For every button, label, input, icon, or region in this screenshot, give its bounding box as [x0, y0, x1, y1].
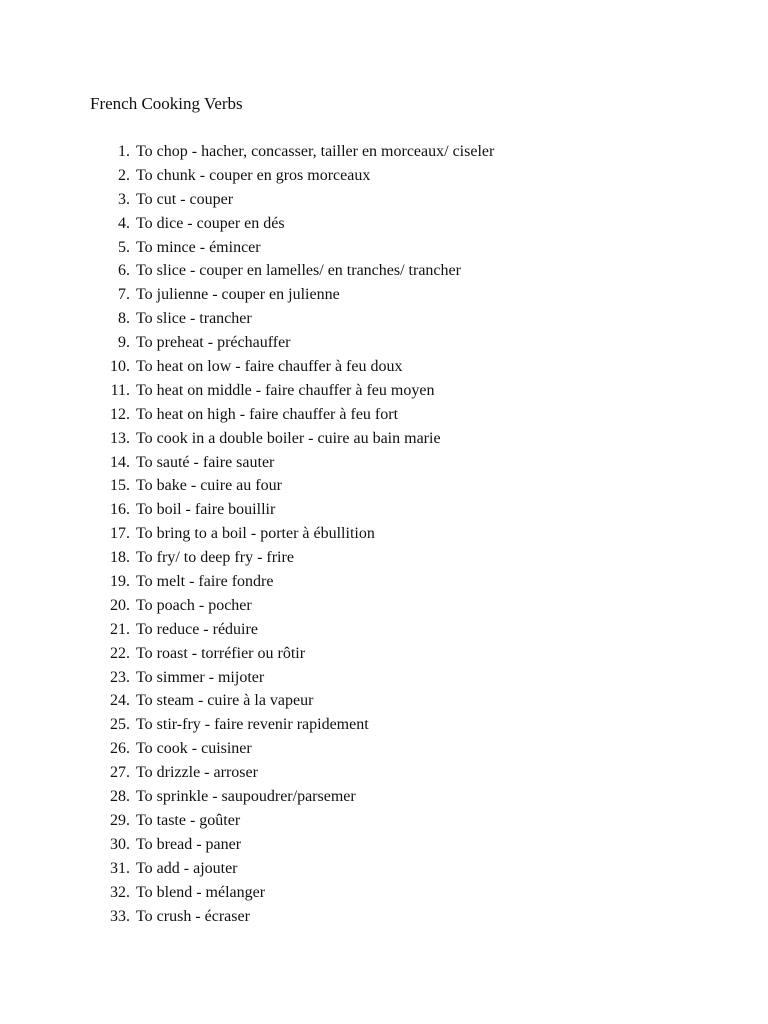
list-item	[0, 762, 768, 786]
list-item-text: To dice - couper en dés	[136, 214, 285, 232]
list-item-number: 14.	[110, 453, 130, 471]
list-item	[0, 260, 768, 284]
list-item-number: 6.	[118, 262, 130, 280]
list-item	[0, 141, 768, 165]
list-item-number: 10.	[110, 358, 130, 376]
list-item-number: 28.	[110, 788, 130, 806]
list-item	[0, 356, 768, 380]
list-item-number: 17.	[110, 525, 130, 543]
list-item	[0, 547, 768, 571]
list-item-number: 12.	[110, 405, 130, 423]
list-item-text: To cook in a double boiler - cuire au bain marie	[136, 429, 441, 447]
list-item-text: To drizzle - arroser	[136, 764, 258, 782]
list-item-text: To cook - cuisiner	[136, 740, 252, 758]
list-item-text: To slice - trancher	[136, 310, 252, 328]
list-item	[0, 619, 768, 643]
list-item	[0, 882, 768, 906]
list-item	[0, 428, 768, 452]
list-item-number: 19.	[110, 573, 130, 591]
list-item-number: 23.	[110, 668, 130, 686]
list-item-text: To heat on middle - faire chauffer à feu moyen	[136, 381, 435, 399]
list-item	[0, 834, 768, 858]
list-item	[0, 906, 768, 930]
list-item	[0, 213, 768, 237]
list-item-text: To stir-fry - faire revenir rapidement	[136, 716, 369, 734]
list-item-text: To blend - mélanger	[136, 883, 266, 901]
list-item-text: To chunk - couper en gros morceaux	[136, 166, 371, 184]
list-item-number: 30.	[110, 835, 130, 853]
list-item	[0, 690, 768, 714]
list-item	[0, 810, 768, 834]
list-item-number: 21.	[110, 620, 130, 638]
list-item-number: 20.	[110, 596, 130, 614]
document-title: French Cooking Verbs	[90, 94, 243, 113]
list-item-text: To heat on high - faire chauffer à feu fort	[136, 405, 399, 423]
list-item-number: 18.	[110, 549, 130, 567]
list-item-text: To add - ajouter	[136, 859, 238, 877]
list-item-number: 11.	[110, 381, 130, 399]
list-item	[0, 452, 768, 476]
list-item-text: To cut - couper	[136, 190, 234, 208]
list-item-number: 8.	[118, 310, 130, 328]
list-item-text: To julienne - couper en julienne	[136, 286, 340, 304]
list-item-text: To sprinkle - saupoudrer/parsemer	[136, 788, 356, 806]
list-item-text: To fry/ to deep fry - frire	[136, 549, 294, 567]
list-item	[0, 380, 768, 404]
list-item	[0, 643, 768, 667]
list-item-number: 1.	[118, 143, 130, 160]
list-item-text: To melt - faire fondre	[136, 573, 274, 591]
list-item-number: 9.	[118, 334, 130, 352]
list-item	[0, 189, 768, 213]
list-item	[0, 165, 768, 189]
list-item-text: To slice - couper en lamelles/ en tranches/ trancher	[136, 262, 461, 280]
list-item-text: To preheat - préchauffer	[136, 334, 291, 352]
list-item-number: 24.	[110, 692, 130, 710]
list-item-number: 32.	[110, 883, 130, 901]
list-item-number: 27.	[110, 764, 130, 782]
list-item	[0, 404, 768, 428]
list-item-text: To roast - torréfier ou rôtir	[136, 644, 306, 662]
list-item-text: To boil - faire bouillir	[136, 501, 276, 519]
list-item-number: 22.	[110, 644, 130, 662]
list-item-text: To crush - écraser	[136, 907, 250, 925]
list-item	[0, 595, 768, 619]
list-item	[0, 499, 768, 523]
list-item-number: 33.	[110, 907, 130, 925]
list-item-text: To reduce - réduire	[136, 620, 258, 638]
list-item-text: To mince - émincer	[136, 238, 261, 256]
list-item-text: To steam - cuire à la vapeur	[136, 692, 314, 710]
list-item-text: To heat on low - faire chauffer à feu doux	[136, 358, 403, 376]
list-item	[0, 332, 768, 356]
list-item-text: To chop - hacher, concasser, tailler en morceaux/ ciseler	[136, 143, 495, 160]
list-item	[0, 667, 768, 691]
list-item	[0, 858, 768, 882]
list-item	[0, 571, 768, 595]
list-item	[0, 738, 768, 762]
list-item	[0, 308, 768, 332]
list-item-number: 26.	[110, 740, 130, 758]
list-item	[0, 714, 768, 738]
list-item	[0, 475, 768, 499]
list-item-number: 16.	[110, 501, 130, 519]
list-item-text: To simmer - mijoter	[136, 668, 265, 686]
list-item-number: 31.	[110, 859, 130, 877]
list-item-number: 2.	[118, 166, 130, 184]
list-item-number: 25.	[110, 716, 130, 734]
list-item	[0, 284, 768, 308]
list-item	[0, 786, 768, 810]
list-item-number: 5.	[118, 238, 130, 256]
list-item-text: To bake - cuire au four	[136, 477, 282, 495]
verb-list	[0, 141, 768, 929]
list-item-text: To bring to a boil - porter à ébullition	[136, 525, 375, 543]
list-item-number: 13.	[110, 429, 130, 447]
list-item-text: To taste - goûter	[136, 811, 241, 829]
list-item-text: To bread - paner	[136, 835, 242, 853]
list-item-number: 29.	[110, 811, 130, 829]
list-item-text: To poach - pocher	[136, 596, 252, 614]
list-item	[0, 523, 768, 547]
list-item-number: 4.	[118, 214, 130, 232]
list-item-number: 15.	[110, 477, 130, 495]
list-item-number: 3.	[118, 190, 130, 208]
list-item-number: 7.	[118, 286, 130, 304]
list-item-text: To sauté - faire sauter	[136, 453, 275, 471]
list-item	[0, 237, 768, 261]
